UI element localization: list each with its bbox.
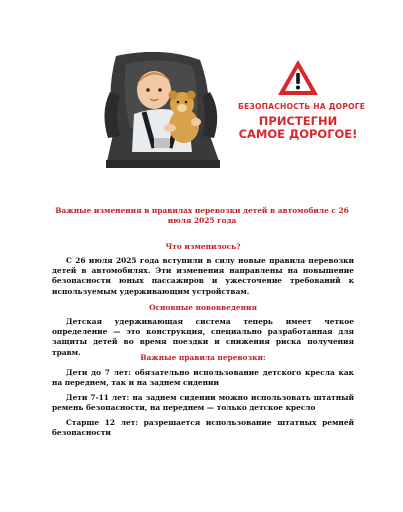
- hero-kicker: БЕЗОПАСНОСТЬ НА ДОРОГЕ: [238, 102, 366, 111]
- section-heading-rules: Важные правила перевозки:: [140, 353, 266, 362]
- child-car-seat-illustration: [96, 52, 228, 170]
- warning-triangle-icon: [276, 58, 320, 98]
- rule-item-7-11: Дети 7-11 лет: на заднем сидении можно использовать штатный ремень безопасности, на переднем — только детское кресло: [52, 393, 354, 413]
- hero-slogan-line1: ПРИСТЕГНИ: [258, 114, 338, 128]
- rule-item-under-7: Дети до 7 лет: обязательно использование детского кресла как на переднем, так и на заднем сидении: [52, 368, 354, 388]
- hero-banner: [96, 52, 366, 170]
- section-heading-what-changed: Что изменилось?: [165, 242, 241, 251]
- hero-slogan: [238, 115, 358, 141]
- document-title: Важные изменения в правилах перевозки детей в автомобиле с 26 июля 2025 года: [55, 206, 349, 225]
- hero-slogan-line2: САМОЕ ДОРОГОЕ!: [238, 127, 358, 141]
- section-heading-innovations: Основные нововведения: [149, 303, 257, 312]
- section-text-innovations: Детская удерживающая система теперь имеет четкое определение — это конструкция, специально разработанная для защиты детей во время поездки и снижения риска получения травм.: [52, 317, 354, 357]
- hero-slogan-block: [238, 58, 366, 168]
- rule-item-over-12: Старше 12 лет: разрешается использование штатных ремней безопасности: [52, 418, 354, 438]
- section-text-what-changed: С 26 июля 2025 года вступили в силу новые правила перевозки детей в автомобилях. Эти изменения направлены на повышение безопасности юных пассажиров и ужесточение требований к используемым удерживающим устройствам.: [52, 256, 354, 296]
